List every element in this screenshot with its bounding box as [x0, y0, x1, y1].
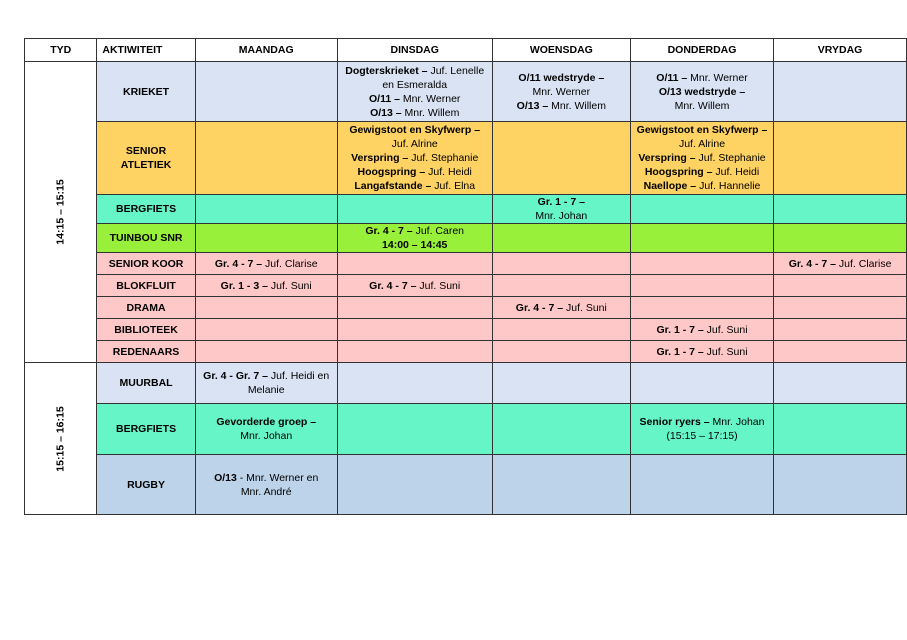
cell-line — [634, 429, 770, 443]
cell-line — [634, 99, 770, 113]
cell-koor-vr — [774, 253, 907, 275]
activity-bergfiets-1: BERGFIETS — [97, 195, 195, 224]
cell-tuinbou-vr — [774, 224, 907, 253]
cell-line-text: Juf. Caren — [415, 225, 465, 237]
cell-line — [199, 279, 334, 293]
cell-line-bold: O/13 – — [516, 99, 552, 112]
cell-line — [634, 85, 770, 99]
cell-line-bold: Langafstande – — [354, 180, 435, 192]
cell-line-bold: Gr. 4 - Gr. 7 – — [203, 370, 271, 382]
activity-blokfluit: BLOKFLUIT — [97, 275, 195, 297]
cell-koor-do — [630, 253, 773, 275]
cell-line-text: Mnr. Willem — [551, 99, 606, 112]
cell-koor-wo — [492, 253, 630, 275]
cell-line — [496, 301, 627, 315]
cell-tuinbou-ma — [195, 224, 337, 253]
timetable — [24, 38, 907, 515]
cell-bergfiets1-do — [630, 195, 773, 224]
cell-tuinbou-di — [337, 224, 492, 253]
cell-line-text: Mnr. Werner — [532, 85, 591, 98]
cell-drama-do — [630, 297, 773, 319]
cell-line-bold: Gr. 1 - 7 – — [656, 323, 707, 336]
cell-line-text: Melanie — [247, 384, 285, 396]
cell-blokfluit-ma — [195, 275, 337, 297]
cell-drama-wo — [492, 297, 630, 319]
cell-line — [341, 137, 489, 151]
cell-bergfiets2-di — [337, 404, 492, 455]
cell-line-bold: Gr. 4 - 7 – — [515, 301, 566, 314]
cell-bergfiets2-ma — [195, 404, 337, 455]
cell-line-text: Mnr. Willem — [404, 106, 460, 119]
cell-line-bold: Gr. 4 - 7 – — [369, 279, 420, 292]
cell-line-text: Juf. Stephanie — [411, 152, 479, 164]
cell-line-bold: Hoogspring – — [644, 166, 716, 178]
cell-rugby-vr — [774, 455, 907, 515]
cell-redenaars-do — [630, 341, 773, 363]
cell-line-text: Juf. Heidi — [428, 166, 472, 178]
cell-atletiek-ma — [195, 122, 337, 195]
cell-line — [341, 279, 489, 293]
cell-line-text: Juf. Suni — [706, 345, 748, 358]
cell-drama-di — [337, 297, 492, 319]
cell-line — [496, 85, 627, 99]
header-row — [25, 39, 907, 62]
cell-tuinbou-do — [630, 224, 773, 253]
cell-bergfiets2-do — [630, 404, 773, 455]
cell-line — [341, 224, 489, 238]
cell-muurbal-di — [337, 363, 492, 404]
cell-line-text: Juf. Clarise — [838, 257, 892, 270]
cell-line-text: Mnr. Johan — [712, 416, 765, 428]
cell-line-text: Juf. Suni — [706, 323, 748, 336]
activity-senior-atletiek: SENIOR ATLETIEK — [97, 122, 195, 195]
cell-atletiek-di — [337, 122, 492, 195]
cell-line — [341, 64, 489, 78]
cell-line-bold: 14:00 – 14:45 — [382, 239, 448, 251]
cell-line-text: Juf. Clarise — [265, 257, 318, 270]
row-tuinbou — [25, 224, 907, 253]
cell-biblioteek-vr — [774, 319, 907, 341]
cell-line-bold: Gewigstoot en Skyfwerp – — [349, 124, 481, 136]
cell-line-bold: Gr. 4 - 7 – — [788, 257, 839, 270]
header-aktiwiteit: AKTIWITEIT — [97, 39, 195, 62]
cell-line — [341, 123, 489, 137]
cell-atletiek-do — [630, 122, 773, 195]
cell-line-text: Mnr. Werner — [402, 92, 461, 105]
cell-blokfluit-do — [630, 275, 773, 297]
cell-line-bold: O/11 – — [656, 71, 691, 84]
cell-redenaars-vr — [774, 341, 907, 363]
cell-line-bold: Dogterskrieket – — [345, 64, 431, 77]
cell-line-bold: Gr. 1 - 7 – — [656, 345, 707, 358]
cell-krieket-do — [630, 62, 773, 122]
cell-line-bold: O/11 wedstryde – — [518, 71, 605, 84]
activity-krieket: KRIEKET — [97, 62, 195, 122]
cell-rugby-ma — [195, 455, 337, 515]
cell-bergfiets1-ma — [195, 195, 337, 224]
cell-line — [634, 323, 770, 337]
time-slot-1 — [25, 62, 97, 363]
cell-line-bold: Gr. 1 - 7 – — [537, 196, 585, 208]
cell-rugby-di — [337, 455, 492, 515]
cell-line-text: Juf. Heidi en — [270, 370, 330, 382]
time-slot-2 — [25, 363, 97, 515]
cell-line — [634, 415, 770, 429]
cell-line-bold: Gr. 4 - 7 – — [365, 225, 416, 237]
cell-line-text: Mnr. Johan — [240, 430, 293, 442]
cell-line — [199, 429, 334, 443]
cell-line — [634, 71, 770, 85]
cell-koor-ma — [195, 253, 337, 275]
cell-koor-di — [337, 253, 492, 275]
cell-line-text: Juf. Heidi — [715, 166, 760, 178]
cell-blokfluit-di — [337, 275, 492, 297]
cell-atletiek-wo — [492, 122, 630, 195]
cell-bergfiets1-vr — [774, 195, 907, 224]
cell-line — [496, 99, 627, 113]
activity-tuinbou: TUINBOU SNR — [97, 224, 195, 253]
cell-line — [634, 123, 770, 137]
row-rugby — [25, 455, 907, 515]
cell-tuinbou-wo — [492, 224, 630, 253]
header-dinsdag: DINSDAG — [337, 39, 492, 62]
cell-line — [199, 485, 334, 499]
cell-redenaars-wo — [492, 341, 630, 363]
row-redenaars — [25, 341, 907, 363]
activity-biblioteek: BIBLIOTEEK — [97, 319, 195, 341]
cell-biblioteek-wo — [492, 319, 630, 341]
cell-line — [341, 106, 489, 120]
cell-line — [199, 257, 334, 271]
cell-line — [634, 345, 770, 359]
row-bergfiets-1 — [25, 195, 907, 224]
cell-bergfiets2-vr — [774, 404, 907, 455]
cell-line — [341, 92, 489, 106]
cell-line-bold: Gewigstoot en Skyfwerp – — [636, 124, 768, 136]
cell-line — [634, 165, 770, 179]
cell-line-text: Juf. Hannelie — [699, 180, 761, 192]
header-maandag: MAANDAG — [195, 39, 337, 62]
cell-line — [341, 238, 489, 252]
cell-line-text: Juf. Alrine — [678, 138, 726, 150]
cell-line-text: Mnr. Werner — [690, 71, 748, 84]
cell-krieket-wo — [492, 62, 630, 122]
cell-blokfluit-wo — [492, 275, 630, 297]
row-senior-atletiek — [25, 122, 907, 195]
cell-muurbal-vr — [774, 363, 907, 404]
cell-line-text: Mnr. Johan — [535, 210, 588, 222]
cell-line-text: (15:15 – 17:15) — [666, 430, 738, 442]
header-donderdag: DONDERDAG — [630, 39, 773, 62]
cell-krieket-ma — [195, 62, 337, 122]
cell-line-bold: O/11 – — [368, 92, 403, 105]
cell-muurbal-do — [630, 363, 773, 404]
row-biblioteek — [25, 319, 907, 341]
cell-line-bold: Gr. 1 - 3 – — [220, 279, 271, 292]
cell-line — [341, 78, 489, 92]
activity-bergfiets-2: BERGFIETS — [97, 404, 195, 455]
cell-biblioteek-di — [337, 319, 492, 341]
cell-biblioteek-do — [630, 319, 773, 341]
cell-rugby-do — [630, 455, 773, 515]
cell-line — [634, 137, 770, 151]
cell-line-bold: Verspring – — [351, 152, 412, 164]
cell-line-text: Juf. Suni — [565, 301, 607, 314]
cell-line-bold: O/13 wedstryde – — [658, 85, 746, 98]
cell-line-text: - Mnr. Werner en — [239, 471, 319, 484]
cell-line-text: Mnr. André — [240, 485, 292, 498]
row-senior-koor — [25, 253, 907, 275]
time-label-2: 15:15 – 16:15 — [54, 405, 67, 472]
cell-line-bold: O/13 – — [370, 106, 405, 119]
cell-line-text: en Esmeralda — [382, 78, 448, 91]
cell-line-text: Juf. Alrine — [391, 138, 438, 150]
cell-line-text: Mnr. Willem — [674, 99, 730, 112]
cell-blokfluit-vr — [774, 275, 907, 297]
activity-rugby: RUGBY — [97, 455, 195, 515]
cell-line — [777, 257, 903, 271]
cell-line — [634, 151, 770, 165]
cell-drama-ma — [195, 297, 337, 319]
activity-senior-koor: SENIOR KOOR — [97, 253, 195, 275]
cell-line-text: Juf. Suni — [419, 279, 461, 292]
row-blokfluit — [25, 275, 907, 297]
activity-muurbal: MUURBAL — [97, 363, 195, 404]
cell-line-text: Juf. Elna — [434, 180, 476, 192]
cell-line-bold: Senior ryers – — [639, 416, 713, 428]
cell-rugby-wo — [492, 455, 630, 515]
time-label-1: 14:15 – 15:15 — [54, 179, 67, 245]
cell-line-bold: Naellope – — [643, 180, 700, 192]
cell-redenaars-di — [337, 341, 492, 363]
cell-line — [199, 369, 334, 383]
cell-bergfiets1-wo — [492, 195, 630, 224]
cell-line — [199, 383, 334, 397]
cell-line — [496, 195, 627, 209]
row-krieket — [25, 62, 907, 122]
cell-line — [341, 151, 489, 165]
activity-redenaars: REDENAARS — [97, 341, 195, 363]
cell-line — [496, 209, 627, 223]
cell-line — [496, 71, 627, 85]
cell-bergfiets2-wo — [492, 404, 630, 455]
header-tyd: TYD — [25, 39, 97, 62]
cell-atletiek-vr — [774, 122, 907, 195]
cell-line-text: Juf. Suni — [270, 279, 312, 292]
cell-line — [341, 179, 489, 193]
header-woensdag: WOENSDAG — [492, 39, 630, 62]
cell-line-text: Juf. Lenelle — [430, 64, 485, 77]
activity-drama: DRAMA — [97, 297, 195, 319]
cell-line-bold: O/13 — [214, 471, 240, 484]
cell-line — [199, 415, 334, 429]
cell-line-bold: Verspring – — [638, 152, 699, 164]
row-muurbal — [25, 363, 907, 404]
cell-biblioteek-ma — [195, 319, 337, 341]
row-bergfiets-2 — [25, 404, 907, 455]
cell-bergfiets1-di — [337, 195, 492, 224]
cell-line — [199, 471, 334, 485]
cell-redenaars-ma — [195, 341, 337, 363]
cell-muurbal-ma — [195, 363, 337, 404]
cell-krieket-di — [337, 62, 492, 122]
cell-line-bold: Gevorderde groep – — [216, 416, 317, 428]
cell-line-bold: Hoogspring – — [357, 166, 429, 178]
cell-muurbal-wo — [492, 363, 630, 404]
row-drama — [25, 297, 907, 319]
cell-line — [634, 179, 770, 193]
header-vrydag: VRYDAG — [774, 39, 907, 62]
cell-line-bold: Gr. 4 - 7 – — [214, 257, 266, 270]
cell-line-text: Juf. Stephanie — [698, 152, 766, 164]
cell-krieket-vr — [774, 62, 907, 122]
cell-drama-vr — [774, 297, 907, 319]
cell-line — [341, 165, 489, 179]
